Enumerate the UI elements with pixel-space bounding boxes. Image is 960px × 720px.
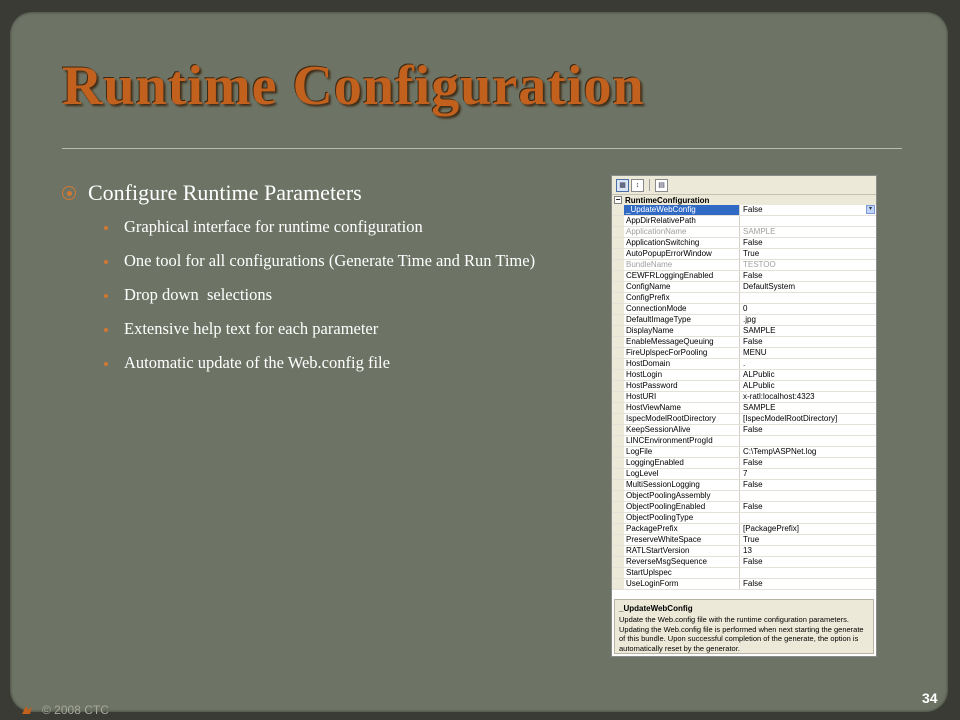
- property-value-text: x-ratl:localhost:4323: [743, 392, 815, 401]
- property-value[interactable]: [740, 546, 876, 556]
- property-name[interactable]: RATLStartVersion: [624, 546, 740, 556]
- property-row[interactable]: [612, 381, 876, 392]
- property-name[interactable]: LogFile: [624, 447, 740, 457]
- property-name[interactable]: ObjectPoolingAssembly: [624, 491, 740, 501]
- property-name[interactable]: LINCEnvironmentProgId: [624, 436, 740, 446]
- property-name[interactable]: UseLoginForm: [624, 579, 740, 589]
- property-row[interactable]: [612, 315, 876, 326]
- toolbar-separator: [649, 179, 650, 191]
- property-value[interactable]: [740, 337, 876, 347]
- property-value-text: False: [743, 337, 763, 346]
- property-row[interactable]: [612, 447, 876, 458]
- property-value[interactable]: [740, 392, 876, 402]
- slide-title: Runtime Configuration: [62, 55, 645, 117]
- row-gutter: [612, 271, 624, 281]
- property-value[interactable]: [740, 403, 876, 413]
- alphabetical-icon[interactable]: ↕: [631, 179, 644, 192]
- property-value-text: False: [743, 205, 763, 214]
- property-pages-icon[interactable]: ▤: [655, 179, 668, 192]
- property-value-text: False: [743, 458, 763, 467]
- property-row[interactable]: [612, 359, 876, 370]
- property-value-text: [IspecModelRootDirectory]: [743, 414, 838, 423]
- property-value[interactable]: [740, 524, 876, 534]
- property-row[interactable]: [612, 469, 876, 480]
- property-name[interactable]: ApplicationSwitching: [624, 238, 740, 248]
- property-value[interactable]: [740, 205, 876, 215]
- row-gutter: [612, 546, 624, 556]
- title-divider: [62, 148, 902, 149]
- property-row[interactable]: [612, 392, 876, 403]
- property-value-text: 0: [743, 304, 748, 313]
- sub-bullet: Extensive help text for each parameter: [124, 318, 592, 340]
- property-value[interactable]: [740, 271, 876, 281]
- property-value[interactable]: [740, 260, 876, 270]
- property-name[interactable]: HostURI: [624, 392, 740, 402]
- row-gutter: [612, 425, 624, 435]
- property-row[interactable]: [612, 458, 876, 469]
- property-row[interactable]: [612, 282, 876, 293]
- row-gutter: [612, 370, 624, 380]
- property-row[interactable]: [612, 348, 876, 359]
- categorized-icon[interactable]: ▦: [616, 179, 629, 192]
- help-title: _UpdateWebConfig: [619, 604, 693, 613]
- property-name[interactable]: ApplicationName: [624, 227, 740, 237]
- property-value[interactable]: [740, 304, 876, 314]
- property-value-text: C:\Temp\ASPNet.log: [743, 447, 817, 456]
- property-name[interactable]: IspecModelRootDirectory: [624, 414, 740, 424]
- property-value[interactable]: [740, 216, 876, 226]
- property-name[interactable]: MultiSessionLogging: [624, 480, 740, 490]
- property-name[interactable]: LoggingEnabled: [624, 458, 740, 468]
- row-gutter: [612, 260, 624, 270]
- property-row[interactable]: [612, 260, 876, 271]
- property-name[interactable]: _UpdateWebConfig: [624, 205, 740, 215]
- property-value-text: ALPublic: [743, 381, 775, 390]
- property-value[interactable]: [740, 568, 876, 578]
- property-value-text: MENU: [743, 348, 767, 357]
- property-value[interactable]: [740, 370, 876, 380]
- property-row[interactable]: [612, 557, 876, 568]
- row-gutter: [612, 469, 624, 479]
- property-value-text: False: [743, 557, 763, 566]
- property-name[interactable]: AppDirRelativePath: [624, 216, 740, 226]
- row-gutter: [612, 359, 624, 369]
- property-grid-toolbar: [612, 176, 876, 195]
- sub-bullet: One tool for all configurations (Generate Time and Run Time): [124, 250, 594, 272]
- property-value[interactable]: [740, 502, 876, 512]
- property-value[interactable]: [740, 326, 876, 336]
- row-gutter: [612, 304, 624, 314]
- property-name[interactable]: BundleName: [624, 260, 740, 270]
- property-value-text: False: [743, 480, 763, 489]
- row-gutter: [612, 568, 624, 578]
- property-name[interactable]: EnableMessageQueuing: [624, 337, 740, 347]
- row-gutter: [612, 392, 624, 402]
- property-row[interactable]: [612, 513, 876, 524]
- property-row[interactable]: [612, 425, 876, 436]
- row-gutter: [612, 326, 624, 336]
- property-value[interactable]: [740, 557, 876, 567]
- property-value-text: 7: [743, 469, 748, 478]
- property-value[interactable]: [740, 447, 876, 457]
- property-name[interactable]: DisplayName: [624, 326, 740, 336]
- property-row[interactable]: [612, 216, 876, 227]
- property-value[interactable]: [740, 425, 876, 435]
- main-bullet: [62, 180, 592, 206]
- property-value-text: SAMPLE: [743, 227, 776, 236]
- property-value[interactable]: [740, 227, 876, 237]
- sub-bullet-list: [62, 216, 592, 374]
- property-name[interactable]: AutoPopupErrorWindow: [624, 249, 740, 259]
- property-name[interactable]: HostPassword: [624, 381, 740, 391]
- property-value-text: TESTOO: [743, 260, 776, 269]
- property-value-text: False: [743, 502, 763, 511]
- dropdown-arrow-icon[interactable]: ▾: [866, 205, 875, 214]
- row-gutter: [612, 579, 624, 589]
- property-name[interactable]: ConnectionMode: [624, 304, 740, 314]
- property-value[interactable]: [740, 469, 876, 479]
- sub-bullet: Graphical interface for runtime configuration: [124, 216, 592, 238]
- property-row[interactable]: [612, 403, 876, 414]
- property-row[interactable]: [612, 579, 876, 590]
- row-gutter: [612, 381, 624, 391]
- row-gutter: [612, 315, 624, 325]
- sub-bullet: Automatic update of the Web.config file: [124, 352, 592, 374]
- property-name[interactable]: HostViewName: [624, 403, 740, 413]
- property-value[interactable]: [740, 414, 876, 424]
- property-name[interactable]: PreserveWhiteSpace: [624, 535, 740, 545]
- help-pane: [614, 599, 874, 654]
- property-name[interactable]: StartUplspec: [624, 568, 740, 578]
- row-gutter: [612, 524, 624, 534]
- property-value[interactable]: [740, 513, 876, 523]
- property-value-text: .jpg: [743, 315, 756, 324]
- row-gutter: [612, 293, 624, 303]
- property-name[interactable]: ConfigPrefix: [624, 293, 740, 303]
- property-value[interactable]: [740, 238, 876, 248]
- property-value-text: False: [743, 238, 763, 247]
- row-gutter: [612, 249, 624, 259]
- property-name[interactable]: HostDomain: [624, 359, 740, 369]
- property-value-text: SAMPLE: [743, 403, 776, 412]
- property-row[interactable]: [612, 414, 876, 425]
- property-value[interactable]: [740, 359, 876, 369]
- property-value-text: SAMPLE: [743, 326, 776, 335]
- property-value[interactable]: [740, 315, 876, 325]
- property-value-text: True: [743, 535, 760, 544]
- property-row[interactable]: [612, 502, 876, 513]
- property-row[interactable]: [612, 238, 876, 249]
- property-value[interactable]: [740, 381, 876, 391]
- page-number: 34: [922, 690, 938, 706]
- property-name[interactable]: DefaultImageType: [624, 315, 740, 325]
- property-row[interactable]: [612, 568, 876, 579]
- property-row[interactable]: [612, 524, 876, 535]
- property-row[interactable]: [612, 227, 876, 238]
- property-name[interactable]: ObjectPoolingEnabled: [624, 502, 740, 512]
- property-name[interactable]: KeepSessionAlive: [624, 425, 740, 435]
- row-gutter: [612, 436, 624, 446]
- property-row[interactable]: [612, 491, 876, 502]
- property-row[interactable]: [612, 436, 876, 447]
- property-row[interactable]: [612, 535, 876, 546]
- row-gutter: [612, 282, 624, 292]
- property-value-text: .: [743, 359, 746, 368]
- row-gutter: [612, 447, 624, 457]
- property-value-text: True: [743, 249, 760, 258]
- row-gutter: [612, 205, 624, 215]
- bullet-list: [62, 180, 592, 386]
- property-value-text: False: [743, 579, 763, 588]
- row-gutter: [612, 337, 624, 347]
- property-value-text: DefaultSystem: [743, 282, 796, 291]
- property-name[interactable]: FireUplspecForPooling: [624, 348, 740, 358]
- footer: [20, 703, 109, 717]
- help-text: Update the Web.config file with the runtime configuration parameters. Updating the Web.config file is performed when next starting the generate of this bundle. Upon successful completion of the generate, the option is automatically reset by the generator.: [619, 615, 864, 653]
- property-name[interactable]: CEWFRLoggingEnabled: [624, 271, 740, 281]
- property-value[interactable]: [740, 436, 876, 446]
- property-name[interactable]: PackagePrefix: [624, 524, 740, 534]
- property-name[interactable]: LogLevel: [624, 469, 740, 479]
- row-gutter: [612, 216, 624, 226]
- property-value[interactable]: [740, 348, 876, 358]
- property-value-text: ALPublic: [743, 370, 775, 379]
- row-gutter: [612, 227, 624, 237]
- property-value-text: 13: [743, 546, 752, 555]
- property-row[interactable]: [612, 370, 876, 381]
- bullet-marker-icon: [62, 186, 76, 200]
- property-row[interactable]: [612, 271, 876, 282]
- property-name[interactable]: ReverseMsgSequence: [624, 557, 740, 567]
- property-value[interactable]: [740, 249, 876, 259]
- row-gutter: [612, 491, 624, 501]
- property-name[interactable]: ConfigName: [624, 282, 740, 292]
- property-value[interactable]: [740, 579, 876, 589]
- row-gutter: [612, 414, 624, 424]
- sub-bullet: Drop down selections: [124, 284, 592, 306]
- property-row[interactable]: [612, 304, 876, 315]
- row-gutter: [612, 480, 624, 490]
- row-gutter: [612, 458, 624, 468]
- property-name[interactable]: HostLogin: [624, 370, 740, 380]
- property-row[interactable]: [612, 249, 876, 260]
- row-gutter: [612, 403, 624, 413]
- row-gutter: [612, 238, 624, 248]
- category-row[interactable]: [612, 195, 876, 205]
- property-value-text: [PackagePrefix]: [743, 524, 800, 533]
- ctc-logo-icon: [20, 704, 34, 716]
- property-grid-screenshot: [611, 175, 877, 657]
- property-value[interactable]: [740, 282, 876, 292]
- property-row[interactable]: [612, 326, 876, 337]
- property-row[interactable]: [612, 205, 876, 216]
- row-gutter: [612, 348, 624, 358]
- property-grid: [612, 195, 876, 590]
- row-gutter: [612, 557, 624, 567]
- row-gutter: [612, 513, 624, 523]
- main-bullet-text: Configure Runtime Parameters: [88, 180, 362, 205]
- property-row[interactable]: [612, 480, 876, 491]
- property-value[interactable]: [740, 535, 876, 545]
- property-value-text: False: [743, 425, 763, 434]
- copyright-text: © 2008 CTC: [42, 703, 109, 717]
- property-name[interactable]: ObjectPoolingType: [624, 513, 740, 523]
- row-gutter: [612, 535, 624, 545]
- collapse-icon[interactable]: −: [615, 195, 621, 204]
- property-row[interactable]: [612, 293, 876, 304]
- property-value[interactable]: [740, 293, 876, 303]
- property-row[interactable]: [612, 546, 876, 557]
- row-gutter: [612, 502, 624, 512]
- property-value[interactable]: [740, 491, 876, 501]
- property-value-text: False: [743, 271, 763, 280]
- property-row[interactable]: [612, 337, 876, 348]
- property-value[interactable]: [740, 458, 876, 468]
- category-label: RuntimeConfiguration: [625, 195, 710, 205]
- property-value[interactable]: [740, 480, 876, 490]
